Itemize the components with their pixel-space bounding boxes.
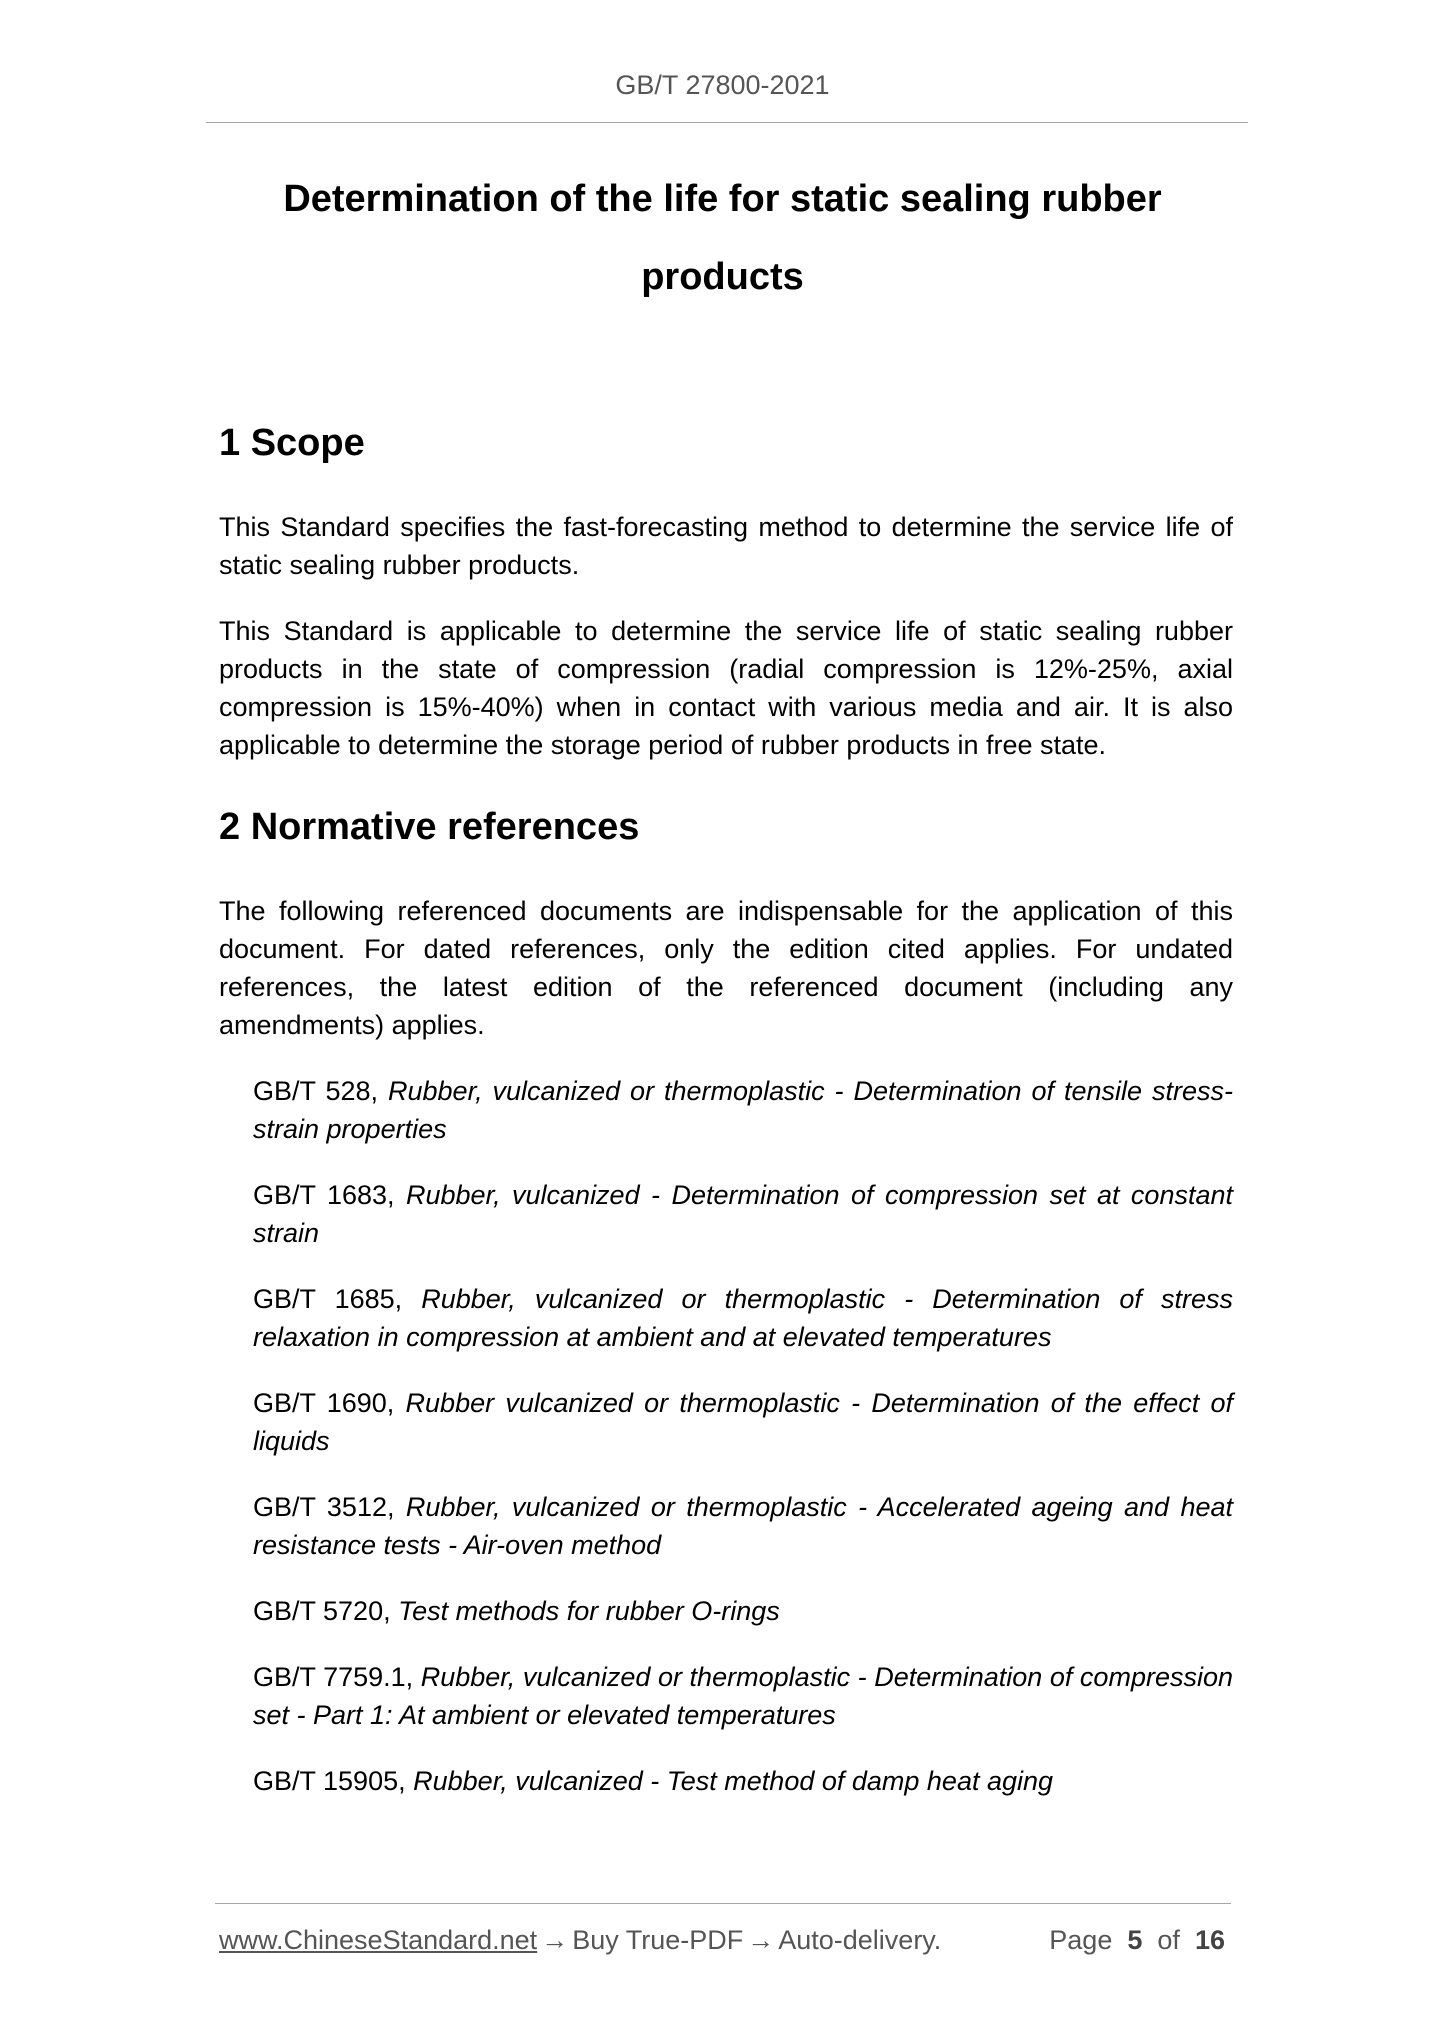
reference-item — [253, 1176, 1233, 1252]
document-body — [219, 420, 1233, 1828]
reference-title: Rubber, vulcanized - Test method of damp heat aging — [413, 1766, 1054, 1796]
page-footer — [219, 1922, 1225, 1958]
running-header: GB/T 27800-2021 — [615, 70, 830, 100]
arrow-right-icon: → — [541, 1925, 569, 1955]
reference-code: GB/T 1685, — [253, 1284, 403, 1314]
page-indicator — [1049, 1922, 1225, 1958]
reference-code: GB/T 3512, — [253, 1492, 395, 1522]
reference-item — [253, 1762, 1233, 1800]
reference-title: Rubber, vulcanized or thermoplastic - Accelerated ageing and heat resistance tests - Air-oven method — [253, 1492, 1233, 1560]
auto-delivery-text: Auto-delivery. — [778, 1925, 942, 1955]
reference-item — [253, 1280, 1233, 1356]
reference-item — [253, 1072, 1233, 1148]
reference-title: Rubber, vulcanized or thermoplastic - Determination of tensile stress-strain properties — [253, 1076, 1233, 1144]
reference-title: Rubber vulcanized or thermoplastic - Determination of the effect of liquids — [253, 1388, 1233, 1456]
scope-paragraph-2: This Standard is applicable to determine the service life of static sealing rubber products in the state of compression (radial compression is 12%-25%, axial compression is 15%-40%) when in contact with various media and air. It is also applicable to determine the storage period of rubber products in free state. — [219, 616, 1233, 760]
reference-code: GB/T 528, — [253, 1076, 379, 1106]
reference-code: GB/T 15905, — [253, 1766, 406, 1796]
reference-list — [219, 1072, 1233, 1800]
buy-pdf-text: Buy True-PDF — [572, 1925, 744, 1955]
reference-title: Test methods for rubber O-rings — [398, 1596, 780, 1626]
page-word: Page — [1049, 1925, 1113, 1955]
reference-code: GB/T 7759.1, — [253, 1662, 414, 1692]
reference-title: Rubber, vulcanized - Determination of compression set at constant strain — [253, 1180, 1233, 1248]
section-heading-normative-references: 2 Normative references — [219, 806, 640, 848]
reference-code: GB/T 5720, — [253, 1596, 391, 1626]
total-page-count: 16 — [1194, 1925, 1225, 1955]
reference-title: Rubber, vulcanized or thermoplastic - Determination of compression set - Part 1: At ambient or elevated temperatures — [253, 1662, 1233, 1730]
document-title: Determination of the life for static sealing rubber products — [283, 178, 1162, 298]
current-page-number: 5 — [1127, 1925, 1143, 1955]
section-heading-scope: 1 Scope — [219, 422, 365, 464]
reference-item — [253, 1592, 1233, 1630]
reference-item — [253, 1658, 1233, 1734]
footer-divider — [215, 1903, 1231, 1904]
reference-title: Rubber, vulcanized or thermoplastic - Determination of stress relaxation in compression at ambient and at elevated temperatures — [253, 1284, 1233, 1352]
reference-item — [253, 1488, 1233, 1564]
scope-paragraph-1: This Standard specifies the fast-forecasting method to determine the service life of static sealing rubber products. — [219, 512, 1233, 580]
references-intro: The following referenced documents are indispensable for the application of this document. For dated references, only the edition cited applies. For undated references, the latest edition of the referenced document (including any amendments) applies. — [219, 896, 1233, 1040]
arrow-right-icon: → — [747, 1925, 775, 1955]
header-divider — [206, 122, 1248, 123]
website-link[interactable]: www.ChineseStandard.net — [219, 1925, 538, 1955]
reference-item — [253, 1384, 1233, 1460]
reference-code: GB/T 1683, — [253, 1180, 395, 1210]
reference-code: GB/T 1690, — [253, 1388, 395, 1418]
of-word: of — [1157, 1925, 1180, 1955]
